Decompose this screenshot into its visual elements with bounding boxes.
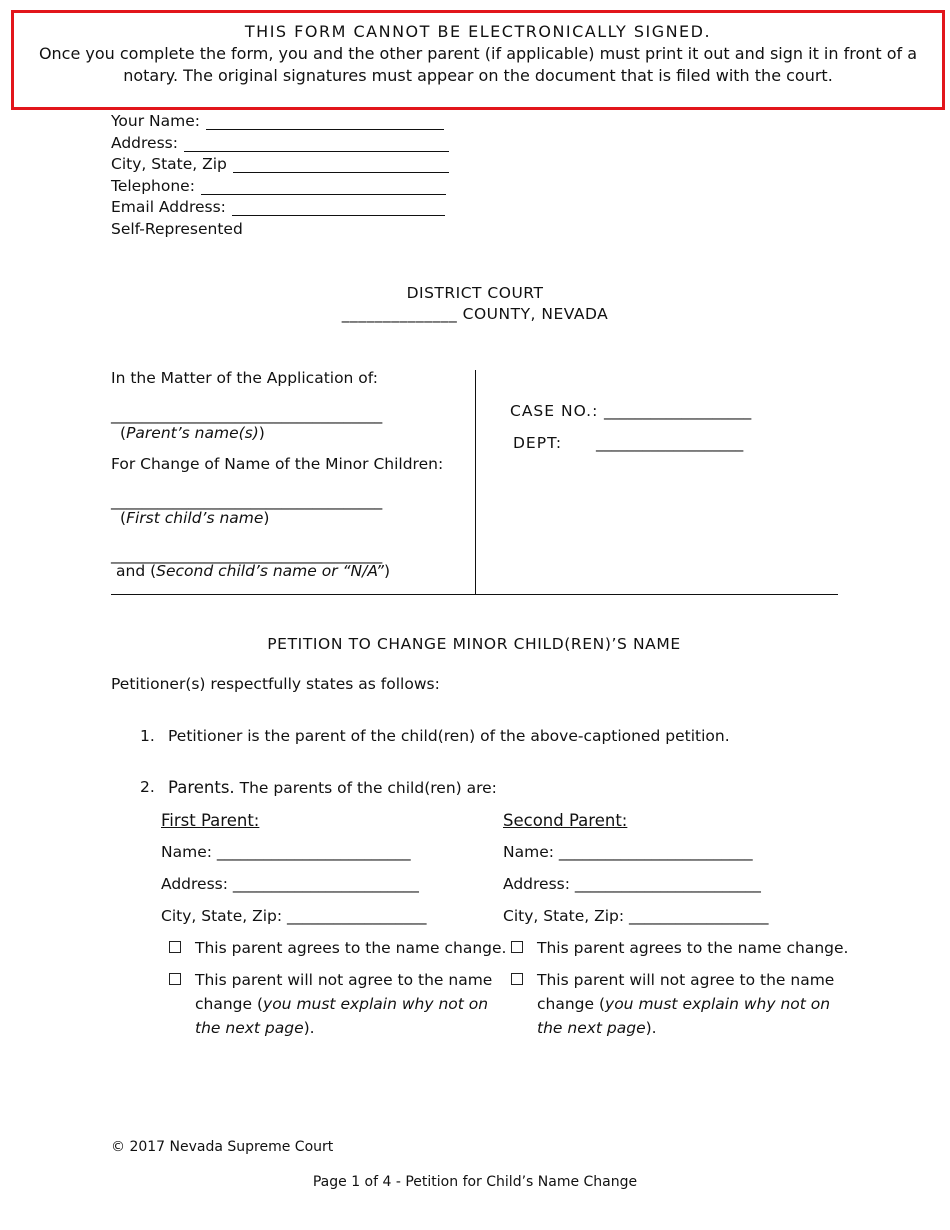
address-input[interactable] xyxy=(184,137,449,152)
petition-title: PETITION TO CHANGE MINOR CHILD(REN)’S NAME xyxy=(267,635,681,653)
first-parent-agree-label: This parent agrees to the name change. xyxy=(195,939,507,957)
second-child-hint-text: Second child’s name or “N/A” xyxy=(156,562,384,580)
second-parent-disagree-option[interactable] xyxy=(511,968,834,1040)
item-2-number: 2. xyxy=(140,778,155,796)
second-child-hint xyxy=(116,562,390,580)
disagree-explain: you must explain why not on xyxy=(263,995,489,1013)
matter-of-label: In the Matter of the Application of: xyxy=(111,369,378,387)
item-2-heading: Parents. xyxy=(168,778,235,797)
paren-open: ( xyxy=(120,509,127,527)
second-parent-heading: Second Parent: xyxy=(503,811,628,830)
second-child-blank[interactable]: ___________________________________ xyxy=(111,546,383,564)
address-label: Address: xyxy=(111,134,178,152)
footer-page-number: Page 1 of 4 - Petition for Child’s Name Change xyxy=(312,1174,638,1190)
second-parent-agree-option[interactable] xyxy=(511,936,848,960)
disagree-explain: you must explain why not on xyxy=(605,995,831,1013)
second-parent-city[interactable]: City, State, Zip: __________________ xyxy=(503,907,769,925)
and-prefix: and ( xyxy=(116,562,157,580)
email-input[interactable] xyxy=(232,201,445,216)
first-parent-disagree-checkbox[interactable] xyxy=(169,973,181,985)
disagree-prefix: change ( xyxy=(195,995,264,1013)
second-parent-disagree-line-3 xyxy=(511,1016,834,1040)
warning-line-2: Once you complete the form, you and the other parent (if applicable) must print it out and sign it in front of a xyxy=(38,44,918,63)
paren-close: ) xyxy=(263,509,270,527)
caption-bottom-rule xyxy=(111,594,838,595)
item-2-text xyxy=(168,778,497,797)
self-represented-label: Self-Represented xyxy=(111,220,243,238)
first-parent-name[interactable]: Name: _________________________ xyxy=(161,843,411,861)
disagree-next-page: the next page xyxy=(537,1019,646,1037)
footer-copyright: © 2017 Nevada Supreme Court xyxy=(111,1139,334,1155)
first-parent-address[interactable]: Address: ________________________ xyxy=(161,875,419,893)
second-parent-name[interactable]: Name: _________________________ xyxy=(503,843,753,861)
second-parent-disagree-checkbox[interactable] xyxy=(511,973,523,985)
case-no-blank[interactable]: ___________________ xyxy=(604,402,752,420)
disagree-suffix: ). xyxy=(645,1019,657,1037)
paren-close: ) xyxy=(258,424,265,442)
disagree-next-page: the next page xyxy=(195,1019,304,1037)
email-field xyxy=(111,198,445,216)
disagree-prefix: change ( xyxy=(537,995,606,1013)
second-parent-disagree-line-1: This parent will not agree to the name xyxy=(537,971,835,989)
for-change-label: For Change of Name of the Minor Children: xyxy=(111,455,444,473)
warning-line-3: notary. The original signatures must appear on the document that is filed with the court. xyxy=(123,66,833,85)
first-parent-agree-option[interactable] xyxy=(169,936,506,960)
warning-box xyxy=(11,10,945,110)
city-state-zip-field xyxy=(111,155,449,173)
case-no-label: CASE NO.: xyxy=(510,402,599,420)
your-name-label: Your Name: xyxy=(111,112,200,130)
second-parent-agree-label: This parent agrees to the name change. xyxy=(537,939,849,957)
parents-name-blank[interactable]: ___________________________________ xyxy=(111,406,383,424)
court-name: DISTRICT COURT xyxy=(406,284,544,302)
first-parent-disagree-option[interactable] xyxy=(169,968,492,1040)
telephone-field xyxy=(111,177,446,195)
item-2-body: The parents of the child(ren) are: xyxy=(239,779,497,797)
first-parent-heading: First Parent: xyxy=(161,811,260,830)
item-1-number: 1. xyxy=(140,727,155,745)
petition-intro: Petitioner(s) respectfully states as follows: xyxy=(111,675,440,693)
paren-open: ( xyxy=(120,424,127,442)
warning-line-1: THIS FORM CANNOT BE ELECTRONICALLY SIGNED. xyxy=(244,22,712,41)
paren-close: ) xyxy=(383,562,390,580)
email-label: Email Address: xyxy=(111,198,226,216)
telephone-input[interactable] xyxy=(201,180,446,195)
dept-label: DEPT: xyxy=(513,434,563,452)
city-state-zip-label: City, State, Zip xyxy=(111,155,227,173)
first-child-blank[interactable]: ___________________________________ xyxy=(111,492,383,510)
first-parent-disagree-line-3 xyxy=(169,1016,492,1040)
first-child-hint xyxy=(120,509,269,527)
court-county: ______________ COUNTY, NEVADA xyxy=(341,305,609,323)
item-1-text: Petitioner is the parent of the child(ren) of the above-captioned petition. xyxy=(168,727,730,745)
your-name-field xyxy=(111,112,444,130)
disagree-suffix: ). xyxy=(303,1019,315,1037)
your-name-input[interactable] xyxy=(206,115,444,130)
telephone-label: Telephone: xyxy=(111,177,195,195)
first-parent-city[interactable]: City, State, Zip: __________________ xyxy=(161,907,427,925)
dept-blank[interactable]: ___________________ xyxy=(596,434,744,452)
second-parent-disagree-line-2 xyxy=(511,992,834,1016)
caption-divider xyxy=(475,370,476,595)
first-parent-disagree-line-2 xyxy=(169,992,492,1016)
parents-name-hint xyxy=(120,424,265,442)
first-child-hint-text: First child’s name xyxy=(126,509,264,527)
address-field xyxy=(111,134,449,152)
city-state-zip-input[interactable] xyxy=(233,158,449,173)
second-parent-address[interactable]: Address: ________________________ xyxy=(503,875,761,893)
first-parent-disagree-line-1: This parent will not agree to the name xyxy=(195,971,493,989)
second-parent-agree-checkbox[interactable] xyxy=(511,941,523,953)
parents-name-hint-text: Parent’s name(s) xyxy=(126,424,259,442)
first-parent-agree-checkbox[interactable] xyxy=(169,941,181,953)
